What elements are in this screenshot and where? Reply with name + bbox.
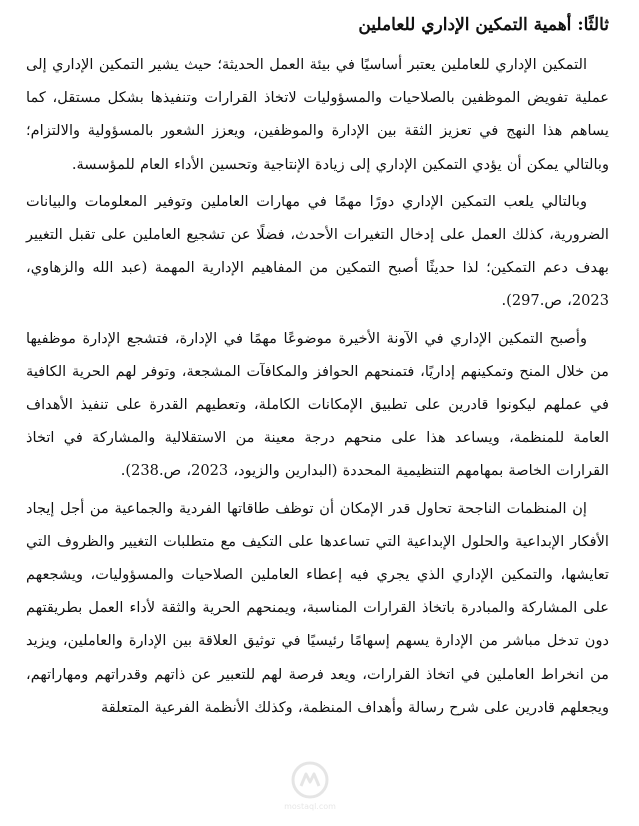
paragraph: وأصبح التمكين الإداري في الآونة الأخيرة موضوعًا مهمًا في الإدارة، فتشجع الإدارة موظفيها من خلال المنح وتمكينهم إداريًا، فتمنحهم الحوافز والمكافآت المشجعة، وتوفر لهم الحرية الكافية في عملهم ليكونوا قادرين على تطبيق الإمكانات الكاملة، وتعطيهم القدرة على تنفيذ الأهداف العامة للمنظمة، ويساعد هذا على منحهم درجة معينة من الاستقلالية والمشاركة في اتخاذ القرارات الخاصة بمهامهم التنظيمية المحددة (البدارين والزيود، 2023، ص.238).	[26, 329, 609, 480]
paragraph: إن المنظمات الناجحة تحاول قدر الإمكان أن توظف طاقاتها الفردية والجماعية من أجل إيجاد الأفكار الإبداعية والحلول الإبداعية التي تساعدها على التكيف مع متطلبات التغيير والظروف التي تعايشها، والتمكين الإداري الذي يجري فيه إعطاء العاملين الصلاحيات والمسؤوليات، ويشجعهم على المشاركة والمبادرة باتخاذ القرارات المناسبة، ويمنحهم الحرية والثقة لأداء العمل بطريقتهم دون تدخل مباشر من الإدارة يسهم إسهامًا رئيسيًا في توثيق العلاقة بين الإدارة والعاملين، ويزيد من انخراط العاملين في اتخاذ القرارات، ويعد فرصة لهم للتعبير عن ذاتهم وقدراتهم ومهاراتهم، ويجعلهم قادرين على شرح رسالة وأهداف المنظمة، وكذلك الأنظمة الفرعية المتعلقة	[26, 499, 609, 716]
section-heading: ثالثًا: أهمية التمكين الإداري للعاملين	[358, 15, 609, 35]
watermark-text: mostaql.com	[284, 802, 336, 811]
paragraph: وبالتالي يلعب التمكين الإداري دورًا مهمًا في مهارات العاملين وتوفير المعلومات والبيانات الضرورية، كذلك العمل على إدخال التغيرات الأحدث، فضلًا عن تشجيع العاملين على تقبل التغيير بهدف دعم التمكين؛ لذا حديثًا أصبح التمكين من المفاهيم الإدارية المهمة (عبد الله والزهاوي، 2023، ص.297).	[26, 192, 609, 310]
paragraph: التمكين الإداري للعاملين يعتبر أساسيًا في بيئة العمل الحديثة؛ حيث يشير التمكين الإداري إلى عملية تفويض الموظفين بالصلاحيات والمسؤوليات لاتخاذ القرارات وتنفيذها بشكل مستقل، كما يساهم هذا النهج في تعزيز الثقة بين الإدارة والموظفين، ويعزز الشعور بالمسؤولية والالتزام؛ وبالتالي يمكن أن يؤدي التمكين الإداري إلى زيادة الإنتاجية وتحسين الأداء العام للمؤسسة.	[26, 56, 609, 173]
